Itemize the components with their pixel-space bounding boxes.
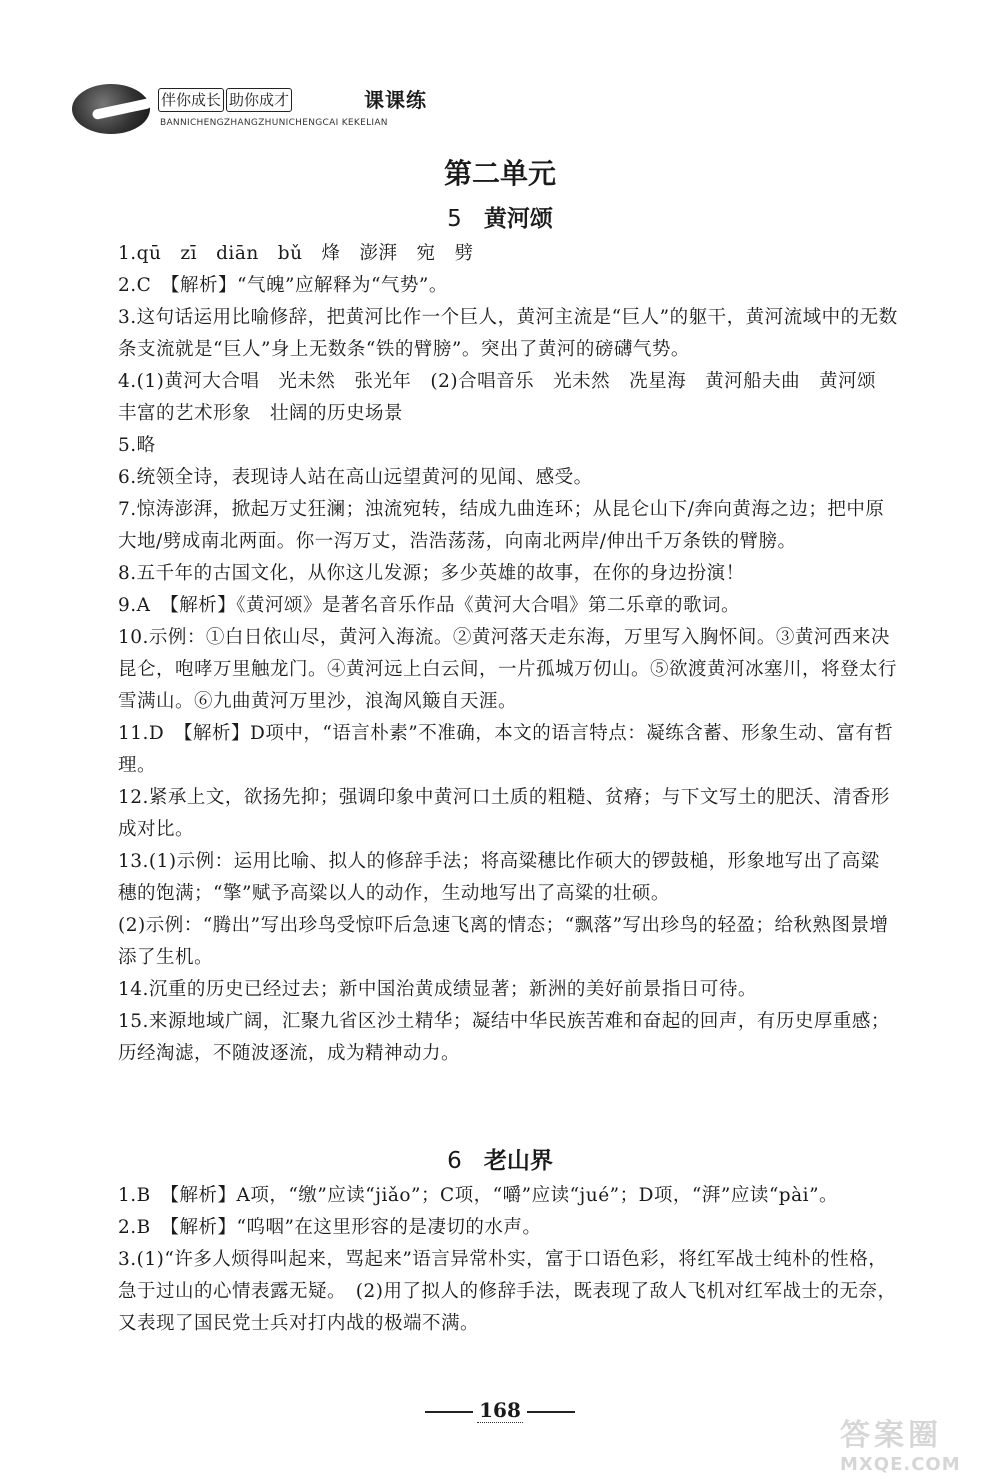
answer-item: 14.沉重的历史已经过去；新中国治黄成绩显著；新洲的美好前景指日可待。: [118, 979, 757, 1000]
divider: [425, 1411, 473, 1413]
answer-item: 2.B 【解析】“呜咽”在这里形容的是凄切的水声。: [118, 1217, 542, 1238]
slogan: [158, 88, 292, 112]
page-number-value: 168: [479, 1398, 521, 1422]
answer-item: 8.五千年的古国文化，从你这儿发源；多少英雄的故事，在你的身边扮演！: [118, 563, 745, 584]
answer-list: [118, 238, 898, 1070]
lesson-name: 黄河颂: [483, 206, 553, 232]
lesson-title: [0, 1142, 1000, 1175]
answer-item: 12.紧承上文，欲扬先抑；强调印象中黄河口土质的粗糙、贫瘠；与下文写土的肥沃、清香形成对比。: [118, 787, 890, 840]
watermark-text: 答案圈: [840, 1418, 942, 1453]
slogan-part: 伴你成长: [158, 88, 224, 112]
answer-item: 5.略: [118, 435, 156, 456]
lesson-number: 6: [447, 1148, 462, 1174]
unit-title: 第二单元: [443, 157, 556, 190]
answer-item: 4.(1)黄河大合唱 光未然 张光年 (2)合唱音乐 光未然 冼星海 黄河船夫曲 黄河颂 丰富的艺术形象 壮阔的历史场景: [118, 371, 896, 424]
slogan-part: 助你成才: [226, 88, 292, 112]
lesson-name: 老山界: [483, 1148, 553, 1174]
answer-item: 10.示例：①白日依山尽，黄河入海流。②黄河落天走东海，万里写入胸怀间。③黄河西来决昆仑，咆哮万里触龙门。④黄河远上白云间，一片孤城万仞山。⑤欲渡黄河冰塞川，将登太行雪满山。⑥九曲黄河万里沙，浪淘风簸自天涯。: [118, 627, 898, 712]
answer-item: 15.来源地域广阔，汇聚九省区沙土精华；凝结中华民族苦难和奋起的回声，有历史厚重感；历经淘滤，不随波逐流，成为精神动力。: [118, 1011, 890, 1064]
lesson-title: [0, 200, 1000, 233]
answer-item: 13.(1)示例：运用比喻、拟人的修辞手法；将高粱穗比作硕大的锣鼓槌，形象地写出了高粱穗的饱满；“擎”赋予高粱以人的动作，生动地写出了高粱的壮硕。: [118, 851, 880, 904]
answer-item: 1.qū zī diān bǔ 烽 澎湃 宛 劈: [118, 243, 474, 264]
answer-item: 3.(1)“许多人烦得叫起来，骂起来”语言异常朴实，富于口语色彩，将红军战士纯朴的性格，急于过山的心情表露无疑。 (2)用了拟人的修辞手法，既表现了敌人飞机对红军战士的无奈，又表现了国民党士兵对打内战的极端不满。: [118, 1249, 897, 1334]
answer-item: 7.惊涛澎湃，掀起万丈狂澜；浊流宛转，结成九曲连环；从昆仑山下/奔向黄海之边；把中原大地/劈成南北两面。你一泻万丈，浩浩荡荡，向南北两岸/伸出千万条铁的臂膀。: [118, 499, 885, 552]
answer-item: 1.B 【解析】A项，“缴”应读“jiǎo”；C项，“嚼”应读“jué”；D项，“湃”应读“pài”。: [118, 1185, 839, 1206]
watermark-url: MXQE.COM: [840, 1454, 961, 1475]
answer-item: 9.A 【解析】《黄河颂》是著名音乐作品《黄河大合唱》第二乐章的歌词。: [118, 595, 741, 616]
answer-list: [118, 1180, 898, 1340]
answer-item: (2)示例：“腾出”写出珍鸟受惊吓后急速飞离的情态；“飘落”写出珍鸟的轻盈；给秋熟图景增添了生机。: [118, 915, 889, 968]
brand-name: 课课练: [364, 88, 427, 112]
answer-item: 2.C 【解析】“气魄”应解释为“气势”。: [118, 275, 448, 296]
answer-item: 6.统领全诗，表现诗人站在高山远望黄河的见闻、感受。: [118, 467, 593, 488]
brand-pinyin: BANNICHENGZHANGZHUNICHENGCAI KEKELIAN: [160, 118, 388, 128]
lesson-number: 5: [447, 206, 462, 232]
publisher-header: [72, 78, 432, 140]
divider: [527, 1411, 575, 1413]
answer-item: 3.这句话运用比喻修辞，把黄河比作一个巨人，黄河主流是“巨人”的躯干，黄河流域中的无数条支流就是“巨人”身上无数条“铁的臂膀”。突出了黄河的磅礴气势。: [118, 307, 898, 360]
answer-item: 11.D 【解析】D项中，“语言朴素”不准确，本文的语言特点：凝练含蓄、形象生动、富有哲理。: [118, 723, 894, 776]
watermark: [840, 1410, 990, 1476]
